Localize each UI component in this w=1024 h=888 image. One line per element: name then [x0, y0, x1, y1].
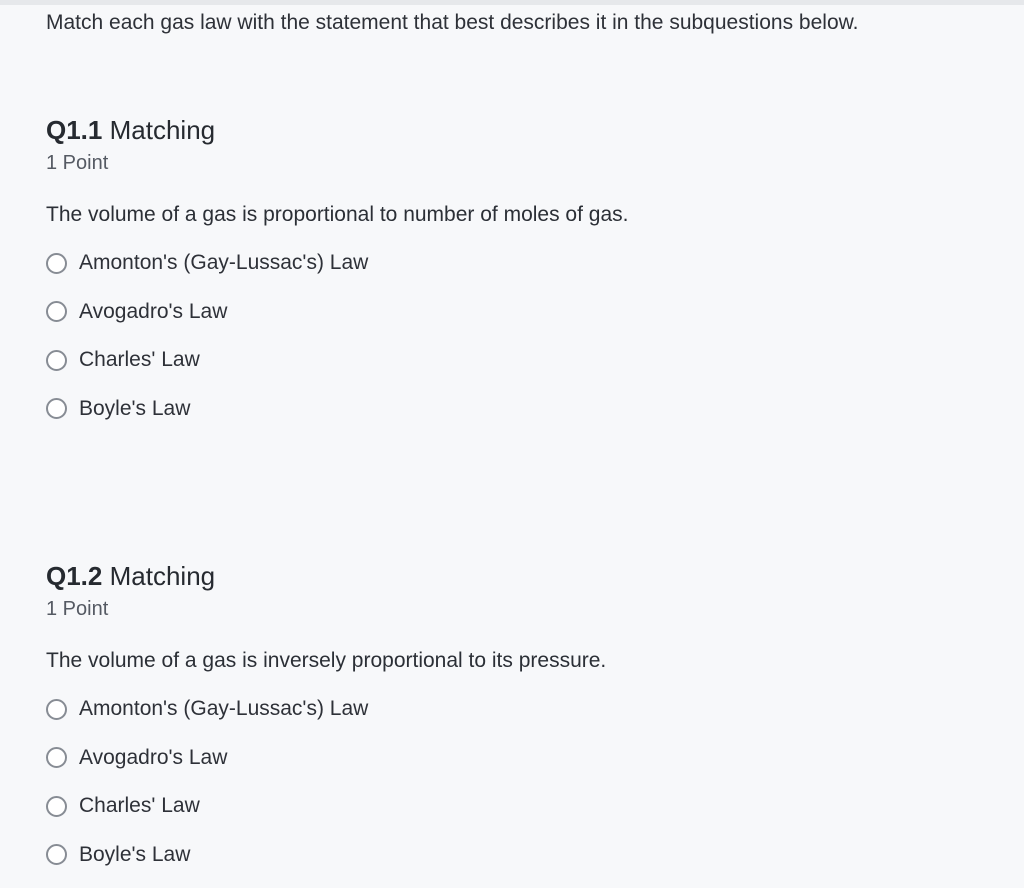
option-label: Avogadro's Law [79, 299, 228, 323]
radio-button[interactable] [46, 301, 67, 322]
answer-options [46, 685, 986, 879]
option-label: Charles' Law [79, 794, 200, 818]
question-number: Q1.2 [46, 561, 103, 591]
question-points: 1 Point [46, 152, 109, 174]
option-label: Boyle's Law [79, 396, 191, 420]
option-label: Avogadro's Law [79, 745, 228, 769]
radio-button[interactable] [46, 253, 67, 274]
question-prompt: The volume of a gas is inversely proportional to its pressure. [46, 649, 607, 672]
option-amontons-law[interactable] [46, 685, 986, 734]
option-boyles-law[interactable] [46, 831, 986, 880]
answer-options [46, 239, 986, 433]
option-charles-law[interactable] [46, 336, 986, 385]
radio-button[interactable] [46, 747, 67, 768]
radio-button[interactable] [46, 699, 67, 720]
question-title [46, 115, 986, 145]
option-boyles-law[interactable] [46, 385, 986, 434]
instructions-text: Match each gas law with the statement that best describes it in the subquestions below. [46, 11, 859, 34]
radio-button[interactable] [46, 844, 67, 865]
option-label: Amonton's (Gay-Lussac's) Law [79, 251, 369, 275]
radio-button[interactable] [46, 796, 67, 817]
radio-button[interactable] [46, 398, 67, 419]
question-1-1 [46, 115, 986, 433]
question-title [46, 561, 986, 591]
top-divider [0, 0, 1024, 5]
option-avogadros-law[interactable] [46, 734, 986, 783]
option-label: Amonton's (Gay-Lussac's) Law [79, 697, 369, 721]
option-label: Charles' Law [79, 348, 200, 372]
option-avogadros-law[interactable] [46, 288, 986, 337]
radio-button[interactable] [46, 350, 67, 371]
question-type: Matching [109, 561, 216, 591]
option-charles-law[interactable] [46, 782, 986, 831]
question-1-2 [46, 561, 986, 879]
question-points: 1 Point [46, 598, 109, 620]
option-amontons-law[interactable] [46, 239, 986, 288]
question-type: Matching [109, 115, 216, 145]
option-label: Boyle's Law [79, 842, 191, 866]
question-prompt: The volume of a gas is proportional to number of moles of gas. [46, 203, 629, 226]
question-number: Q1.1 [46, 115, 103, 145]
